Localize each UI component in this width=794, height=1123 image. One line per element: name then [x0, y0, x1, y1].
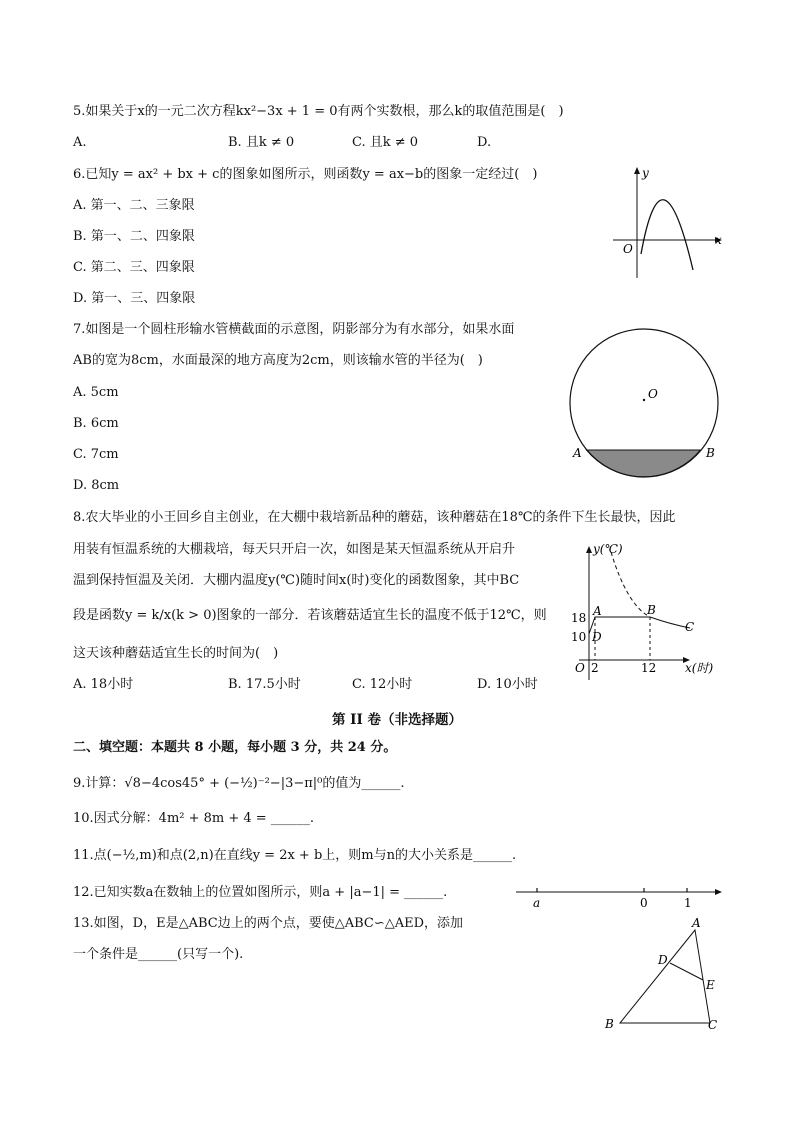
q13-line2: 一个条件是______(只写一个). [73, 947, 244, 962]
q6-option-b: B. 第一、二、四象限 [73, 229, 195, 244]
q8-origin-label: O [575, 661, 585, 675]
q6-y-label: y [642, 166, 649, 180]
q9-stem: 9.计算：√8−4cos45° + (−½)⁻²−|3−π|⁰的值为______. [73, 776, 405, 791]
q7-center-dot [643, 399, 645, 401]
q8-option-c: C. 12小时 [352, 677, 413, 692]
q7-stem-line1: 7.如图是一个圆柱形输水管横截面的示意图，阴影部分为有水部分，如果水面 [73, 322, 515, 337]
q12-stem: 12.已知实数a在数轴上的位置如图所示，则a + |a−1| = ______. [73, 885, 448, 900]
q8-y-tick-10: 10 [571, 630, 587, 644]
q5-option-d: D. [477, 135, 492, 150]
q7-point-a-label: A [573, 446, 582, 460]
q6-y-arrow [634, 167, 640, 174]
q8-line5: 这天该种蘑菇适宜生长的时间为( ) [73, 646, 279, 661]
q6-parabola-curve [641, 200, 693, 270]
q8-point-a-label: A [593, 604, 602, 618]
q6-x-label: x [715, 233, 722, 247]
q6-option-a: A. 第一、二、三象限 [73, 198, 195, 213]
part-2-header: 二、填空题：本题共 8 小题，每小题 3 分，共 24 分。 [73, 740, 397, 755]
q6-origin-label: O [623, 242, 633, 256]
q13-label-b: B [605, 1017, 614, 1031]
q13-label-d: D [658, 953, 668, 967]
section-2-title: 第 II 卷（非选择题） [331, 712, 463, 728]
q5-option-a: A. [73, 135, 87, 150]
q7-point-b-label: B [706, 446, 715, 460]
q8-x-tick-2: 2 [591, 661, 599, 675]
q7-option-d: D. 8cm [73, 478, 120, 493]
q8-option-a: A. 18小时 [73, 677, 134, 692]
q10-stem: 10.因式分解：4m² + 8m + 4 = ______. [73, 811, 314, 826]
q13-label-c: C [708, 1018, 718, 1032]
q7-option-b: B. 6cm [73, 416, 119, 431]
q11-stem: 11.点(−½,m)和点(2,n)在直线y = 2x + b上，则m与n的大小关系是______. [73, 848, 517, 863]
q6-stem: 6.已知y = ax² + bx + c的图象如图所示，则函数y = ax−b的图象一定经过( ) [73, 167, 538, 182]
q7-option-a: A. 5cm [73, 385, 119, 400]
q8-temperature-figure [565, 535, 725, 687]
q7-center-label: O [648, 387, 658, 401]
q13-label-a: A [692, 916, 701, 930]
q8-line1: 8.农大毕业的小王回乡自主创业，在大棚中栽培新品种的蘑菇，该种蘑菇在18℃的条件下生长最快，因此 [73, 510, 676, 525]
q5-option-b: B. 且k ≠ 0 [228, 135, 295, 150]
q8-curve-bc [650, 617, 690, 628]
q8-option-d: D. 10小时 [477, 677, 538, 692]
q13-label-e: E [706, 978, 715, 992]
q12-label-1: 1 [684, 896, 692, 910]
q13-line1: 13.如图，D，E是△ABC边上的两个点，要使△ABC∽△AED，添加 [73, 916, 464, 931]
q8-line3: 温到保持恒温及关闭．大棚内温度y(℃)随时间x(时)变化的函数图象，其中BC [73, 573, 520, 588]
q6-option-c: C. 第二、三、四象限 [73, 260, 195, 275]
q12-label-a: a [533, 896, 541, 910]
q6-option-d: D. 第一、三、四象限 [73, 291, 196, 306]
q8-curve-dashed-extension [611, 552, 650, 617]
q8-point-d-label: D [592, 630, 602, 644]
q7-water-segment [587, 450, 701, 477]
q7-stem-line2: AB的宽为8cm，水面最深的地方高度为2cm，则该输水管的半径为( ) [73, 353, 483, 368]
q8-point-b-label: B [647, 603, 656, 617]
q8-y-tick-18: 18 [571, 611, 587, 625]
q8-y-label: y(℃) [593, 542, 623, 556]
q8-line2: 用装有恒温系统的大棚栽培，每天只开启一次，如图是某天恒温系统从开启升 [73, 542, 516, 557]
q8-option-b: B. 17.5小时 [228, 677, 301, 692]
q12-number-line [510, 880, 725, 912]
q8-x-tick-12: 12 [641, 661, 657, 675]
q8-x-label: x(时) [685, 661, 714, 675]
q6-parabola-figure [605, 160, 730, 285]
q5-option-c: C. 且k ≠ 0 [352, 135, 419, 150]
q8-line4: 段是函数y = k/x(k > 0)图象的一部分．若该蘑菇适宜生长的温度不低于12℃，则 [73, 608, 547, 623]
q12-label-0: 0 [640, 896, 648, 910]
q7-option-c: C. 7cm [73, 447, 119, 462]
q13-triangle-figure [600, 912, 725, 1037]
q7-pipe-figure [560, 318, 730, 478]
q12-axis-arrow [715, 889, 722, 895]
q8-y-arrow [586, 546, 592, 553]
q5-stem: 5.如果关于x的一元二次方程kx²−3x + 1 = 0有两个实数根，那么k的取值范围是( ) [73, 104, 564, 119]
q8-point-c-label: C [685, 620, 695, 634]
q13-segment-de [670, 963, 703, 980]
